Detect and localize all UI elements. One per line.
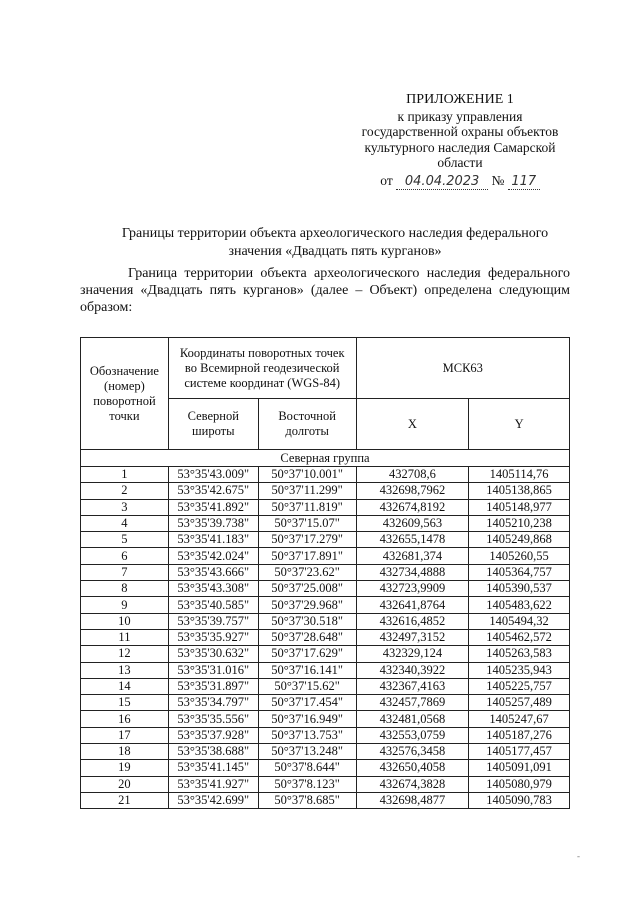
latitude: 53°35'40.585" [168,597,258,613]
point-number: 19 [81,760,169,776]
longitude: 50°37'13.248" [258,744,356,760]
appendix-heading: ПРИЛОЖЕНИЕ 1 [406,92,514,107]
x-coordinate: 432576,3458 [356,744,469,760]
point-number: 15 [81,695,169,711]
x-coordinate: 432650,4058 [356,760,469,776]
table-row [81,662,570,678]
longitude: 50°37'17.891" [258,548,356,564]
table-row [81,597,570,613]
group-label: Северная группа [81,450,570,467]
latitude: 53°35'31.897" [168,678,258,694]
y-coordinate: 1405249,868 [469,532,570,548]
x-coordinate: 432698,7962 [356,483,469,499]
latitude: 53°35'41.183" [168,532,258,548]
y-coordinate: 1405080,979 [469,776,570,792]
x-coordinate: 432708,6 [356,467,469,483]
table-row [81,564,570,580]
y-coordinate: 1405148,977 [469,499,570,515]
table-row [81,581,570,597]
table-body [81,467,570,809]
order-number-handwritten: 117 [508,174,540,191]
longitude: 50°37'29.968" [258,597,356,613]
table-row [81,646,570,662]
point-number: 21 [81,792,169,808]
appendix-block [340,92,580,190]
point-number: 3 [81,499,169,515]
latitude: 53°35'37.928" [168,727,258,743]
x-coordinate: 432340,3922 [356,662,469,678]
table-row [81,760,570,776]
point-number: 8 [81,581,169,597]
longitude: 50°37'8.685" [258,792,356,808]
table-row [81,629,570,645]
x-coordinate: 432497,3152 [356,629,469,645]
longitude: 50°37'10.001" [258,467,356,483]
longitude: 50°37'16.949" [258,711,356,727]
point-number: 20 [81,776,169,792]
order-date-line [340,173,580,191]
y-coordinate: 1405210,238 [469,515,570,531]
x-coordinate: 432367,4163 [356,678,469,694]
latitude: 53°35'39.738" [168,515,258,531]
table-row [81,499,570,515]
appendix-line-1: к приказу управления [397,108,523,124]
table-row [81,776,570,792]
table-row [81,515,570,531]
point-number: 7 [81,564,169,580]
latitude: 53°35'31.016" [168,662,258,678]
longitude: 50°37'16.141" [258,662,356,678]
header-latitude: Северной широты [168,399,258,450]
table-row [81,678,570,694]
longitude: 50°37'25.008" [258,581,356,597]
latitude: 53°35'41.892" [168,499,258,515]
longitude: 50°37'30.518" [258,613,356,629]
latitude: 53°35'35.927" [168,629,258,645]
y-coordinate: 1405483,622 [469,597,570,613]
longitude: 50°37'28.648" [258,629,356,645]
point-number: 2 [81,483,169,499]
page-mark: - [577,851,580,861]
latitude: 53°35'42.699" [168,792,258,808]
table-row [81,467,570,483]
latitude: 53°35'30.632" [168,646,258,662]
point-number: 6 [81,548,169,564]
header-msk63: МСК63 [356,338,569,399]
x-coordinate: 432674,8192 [356,499,469,515]
y-coordinate: 1405462,572 [469,629,570,645]
x-coordinate: 432609,563 [356,515,469,531]
point-number: 16 [81,711,169,727]
x-coordinate: 432641,8764 [356,597,469,613]
table-row [81,695,570,711]
longitude: 50°37'23.62" [258,564,356,580]
header-x: X [356,399,469,450]
table-row [81,711,570,727]
x-coordinate: 432681,374 [356,548,469,564]
point-number: 1 [81,467,169,483]
y-coordinate: 1405187,276 [469,727,570,743]
intro-paragraph: Граница территории объекта археологического наследия федерального значения «Двадцать пять курганов» (далее – Объект) определена следующим образом: [80,266,570,315]
latitude: 53°35'41.145" [168,760,258,776]
table-row [81,744,570,760]
y-coordinate: 1405090,783 [469,792,570,808]
x-coordinate: 432723,9909 [356,581,469,597]
y-coordinate: 1405177,457 [469,744,570,760]
x-coordinate: 432734,4888 [356,564,469,580]
y-coordinate: 1405114,76 [469,467,570,483]
table-row [81,483,570,499]
appendix-line-4: области [437,155,483,170]
x-coordinate: 432457,7869 [356,695,469,711]
y-coordinate: 1405247,67 [469,711,570,727]
order-date-handwritten: 04.04.2023 [396,174,488,191]
y-coordinate: 1405494,32 [469,613,570,629]
x-coordinate: 432481,0568 [356,711,469,727]
latitude: 53°35'34.797" [168,695,258,711]
latitude: 53°35'42.675" [168,483,258,499]
header-wgs84: Координаты поворотных точек во Всемирной геодезической системе координат (WGS-84) [168,338,356,399]
table-row [81,792,570,808]
point-number: 10 [81,613,169,629]
latitude: 53°35'43.009" [168,467,258,483]
table-row [81,727,570,743]
longitude: 50°37'17.454" [258,695,356,711]
point-number: 9 [81,597,169,613]
latitude: 53°35'38.688" [168,744,258,760]
y-coordinate: 1405091,091 [469,760,570,776]
y-coordinate: 1405390,537 [469,581,570,597]
longitude: 50°37'11.819" [258,499,356,515]
y-coordinate: 1405138,865 [469,483,570,499]
number-prefix: № [491,172,505,188]
appendix-line-3: культурного наследия Самарской [364,139,556,155]
x-coordinate: 432655,1478 [356,532,469,548]
header-point-id: Обозначение (номер) поворотной точки [81,338,169,450]
x-coordinate: 432616,4852 [356,613,469,629]
longitude: 50°37'15.62" [258,678,356,694]
x-coordinate: 432698,4877 [356,792,469,808]
y-coordinate: 1405364,757 [469,564,570,580]
longitude: 50°37'13.753" [258,727,356,743]
x-coordinate: 432329,124 [356,646,469,662]
appendix-line-2: государственной охраны объектов [361,124,559,139]
point-number: 14 [81,678,169,694]
latitude: 53°35'39.757" [168,613,258,629]
y-coordinate: 1405225,757 [469,678,570,694]
table-row [81,548,570,564]
y-coordinate: 1405257,489 [469,695,570,711]
longitude: 50°37'8.644" [258,760,356,776]
header-y: Y [469,399,570,450]
point-number: 13 [81,662,169,678]
coordinates-table [80,337,570,809]
latitude: 53°35'35.556" [168,711,258,727]
y-coordinate: 1405263,583 [469,646,570,662]
point-number: 18 [81,744,169,760]
point-number: 17 [81,727,169,743]
longitude: 50°37'17.279" [258,532,356,548]
latitude: 53°35'43.666" [168,564,258,580]
longitude: 50°37'11.299" [258,483,356,499]
point-number: 5 [81,532,169,548]
latitude: 53°35'43.308" [168,581,258,597]
y-coordinate: 1405260,55 [469,548,570,564]
table-row [81,532,570,548]
point-number: 11 [81,629,169,645]
y-coordinate: 1405235,943 [469,662,570,678]
longitude: 50°37'17.629" [258,646,356,662]
longitude: 50°37'15.07" [258,515,356,531]
x-coordinate: 432674,3828 [356,776,469,792]
date-prefix: от [380,172,393,188]
point-number: 4 [81,515,169,531]
point-number: 12 [81,646,169,662]
document-title: Границы территории объекта археологического наследия федерального значения «Двадцать пять курганов» [121,226,549,259]
table-row [81,613,570,629]
latitude: 53°35'42.024" [168,548,258,564]
latitude: 53°35'41.927" [168,776,258,792]
longitude: 50°37'8.123" [258,776,356,792]
header-longitude: Восточной долготы [258,399,356,450]
x-coordinate: 432553,0759 [356,727,469,743]
